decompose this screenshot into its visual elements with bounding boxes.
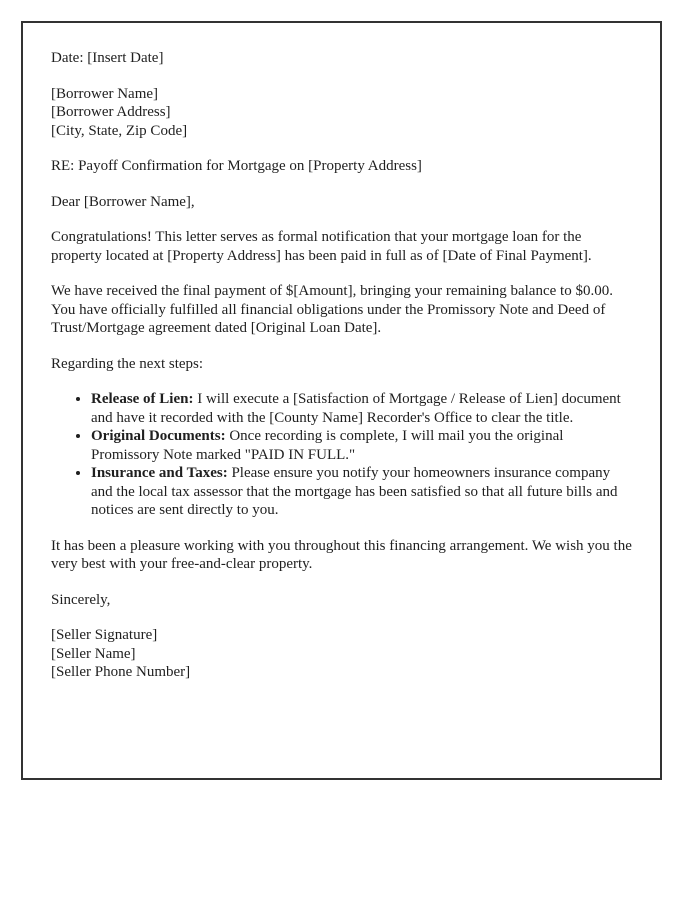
letter-frame [21,21,662,780]
signature-line-phone: [Seller Phone Number] [51,664,191,680]
paragraph-congratulations: Congratulations! This letter serves as formal notification that your mortgage loan for the property located at [Property Address] has been paid in full as of [Date of Final Payment]. [51,229,592,264]
bullet-text: Please ensure you notify your homeowners insurance company and the local tax assessor that the mortgage has been satisfied so that all future bills and notices are sent directly to you. [91,465,618,518]
signoff: Sincerely, [51,591,111,608]
bullet-text: Once recording is complete, I will mail you the original Promissory Note marked "PAID IN FULL." [91,428,564,463]
subject-line: RE: Payoff Confirmation for Mortgage on [Property Address] [51,158,422,174]
recipient-block [51,85,632,141]
signature-line-name: [Seller Name] [51,645,136,662]
bullet-label: Release of Lien: [91,391,194,407]
bullet-label: Original Documents: [91,428,226,444]
list-item-original-documents [91,427,632,464]
recipient-line-address: [Borrower Address] [51,104,171,120]
signature-line-signature: [Seller Signature] [51,627,158,643]
paragraph-payment: We have received the final payment of $[Amount], bringing your remaining balance to $0.00. You have officially fulfilled all financial obligations under the Promissory Note and Deed of Trust/Mortgage agreement dated [Original Loan Date]. [51,283,613,336]
signature-block [51,626,632,682]
list-item-insurance-and-taxes [91,464,632,520]
list-item-release-of-lien [91,390,632,427]
recipient-line-name: [Borrower Name] [51,85,159,102]
salutation: Dear [Borrower Name], [51,193,195,210]
paragraph-next-steps-intro: Regarding the next steps: [51,355,204,372]
next-steps-list [51,390,632,520]
bullet-text: I will execute a [Satisfaction of Mortgage / Release of Lien] document and have it recorded with the [County Name] Recorder's Office to clear the title. [91,391,621,426]
bullet-label: Insurance and Taxes: [91,465,228,481]
paragraph-closing: It has been a pleasure working with you throughout this financing arrangement. We wish you the very best with your free-and-clear property. [51,537,632,572]
recipient-line-city: [City, State, Zip Code] [51,122,188,139]
date-line: Date: [Insert Date] [51,50,164,66]
